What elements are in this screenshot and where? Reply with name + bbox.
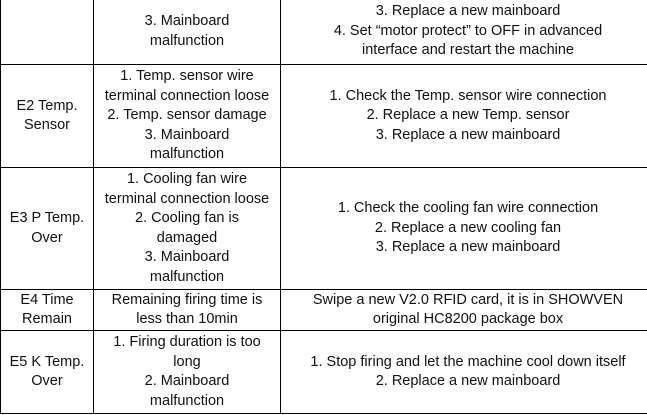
cause-cell bbox=[94, 290, 281, 331]
error-code-label: Remain bbox=[22, 311, 72, 327]
error-code-cell bbox=[1, 331, 94, 414]
table-row bbox=[1, 290, 647, 331]
solution-cell bbox=[281, 290, 647, 331]
solution-line: 3. Replace a new mainboard bbox=[375, 3, 561, 20]
cause-line: long bbox=[173, 353, 201, 370]
solution-cell bbox=[281, 0, 647, 65]
error-code-label: E5 K Temp. bbox=[9, 353, 85, 370]
solution-cell bbox=[281, 331, 647, 414]
error-code-cell bbox=[1, 290, 94, 331]
cause-cell bbox=[94, 331, 281, 414]
cause-line: 3. Mainboard bbox=[144, 13, 230, 29]
table-row bbox=[1, 65, 647, 168]
cause-line: 2. Temp. sensor damage bbox=[107, 107, 267, 124]
solution-line: 3. Replace a new mainboard bbox=[375, 126, 561, 143]
error-code-label: E3 P Temp. bbox=[9, 210, 85, 226]
cause-line: 2. Mainboard bbox=[144, 373, 230, 389]
error-code-cell bbox=[1, 65, 94, 168]
solution-line: 2. Replace a new mainboard bbox=[375, 373, 561, 389]
cause-line: malfunction bbox=[149, 146, 225, 163]
solution-line: 3. Replace a new mainboard bbox=[375, 239, 561, 256]
cause-line: terminal connection loose bbox=[104, 190, 270, 207]
cause-line: 1. Firing duration is too bbox=[113, 334, 261, 350]
error-code-cell bbox=[1, 0, 94, 65]
table-row bbox=[1, 331, 647, 414]
solution-line: 1. Stop firing and let the machine cool down itself bbox=[310, 353, 626, 370]
error-code-cell bbox=[1, 168, 94, 290]
error-code-label: E4 Time bbox=[20, 291, 74, 308]
cause-line: terminal connection loose bbox=[104, 87, 270, 104]
cause-line: malfunction bbox=[149, 392, 225, 409]
cause-cell bbox=[94, 168, 281, 290]
solution-cell bbox=[281, 168, 647, 290]
cause-line: damaged bbox=[156, 229, 218, 246]
cause-line: 1. Temp. sensor wire bbox=[120, 68, 254, 85]
error-code-label: Over bbox=[31, 373, 63, 389]
table-row bbox=[1, 0, 647, 65]
solution-line: 1. Check the cooling fan wire connection bbox=[337, 200, 599, 217]
cause-line: malfunction bbox=[149, 268, 225, 285]
solution-line: 1. Check the Temp. sensor wire connection bbox=[329, 87, 607, 104]
cause-cell bbox=[94, 65, 281, 168]
solution-line: 2. Replace a new cooling fan bbox=[374, 219, 562, 236]
cause-line: 1. Cooling fan wire bbox=[126, 171, 248, 187]
error-code-label: E2 Temp. bbox=[16, 97, 78, 114]
cause-line: 2. Cooling fan is bbox=[135, 210, 239, 226]
solution-line: 4. Set “motor protect” to OFF in advanced bbox=[333, 22, 603, 39]
cause-line: malfunction bbox=[149, 32, 225, 49]
cause-line: Remaining firing time is bbox=[111, 291, 263, 308]
solution-line: Swipe a new V2.0 RFID card, it is in SHOWVEN bbox=[312, 291, 624, 308]
solution-line: original HC8200 package box bbox=[372, 311, 564, 327]
error-code-label: Over bbox=[31, 229, 63, 246]
table-row bbox=[1, 168, 647, 290]
solution-line: 2. Replace a new Temp. sensor bbox=[366, 107, 570, 124]
cause-line: 3. Mainboard bbox=[144, 249, 230, 265]
solution-line: interface and restart the machine bbox=[362, 42, 574, 59]
error-code-label: Sensor bbox=[24, 117, 70, 133]
cause-cell bbox=[94, 0, 281, 65]
solution-cell bbox=[281, 65, 647, 168]
cause-line: less than 10min bbox=[136, 311, 238, 327]
cause-line: 3. Mainboard bbox=[144, 126, 230, 143]
